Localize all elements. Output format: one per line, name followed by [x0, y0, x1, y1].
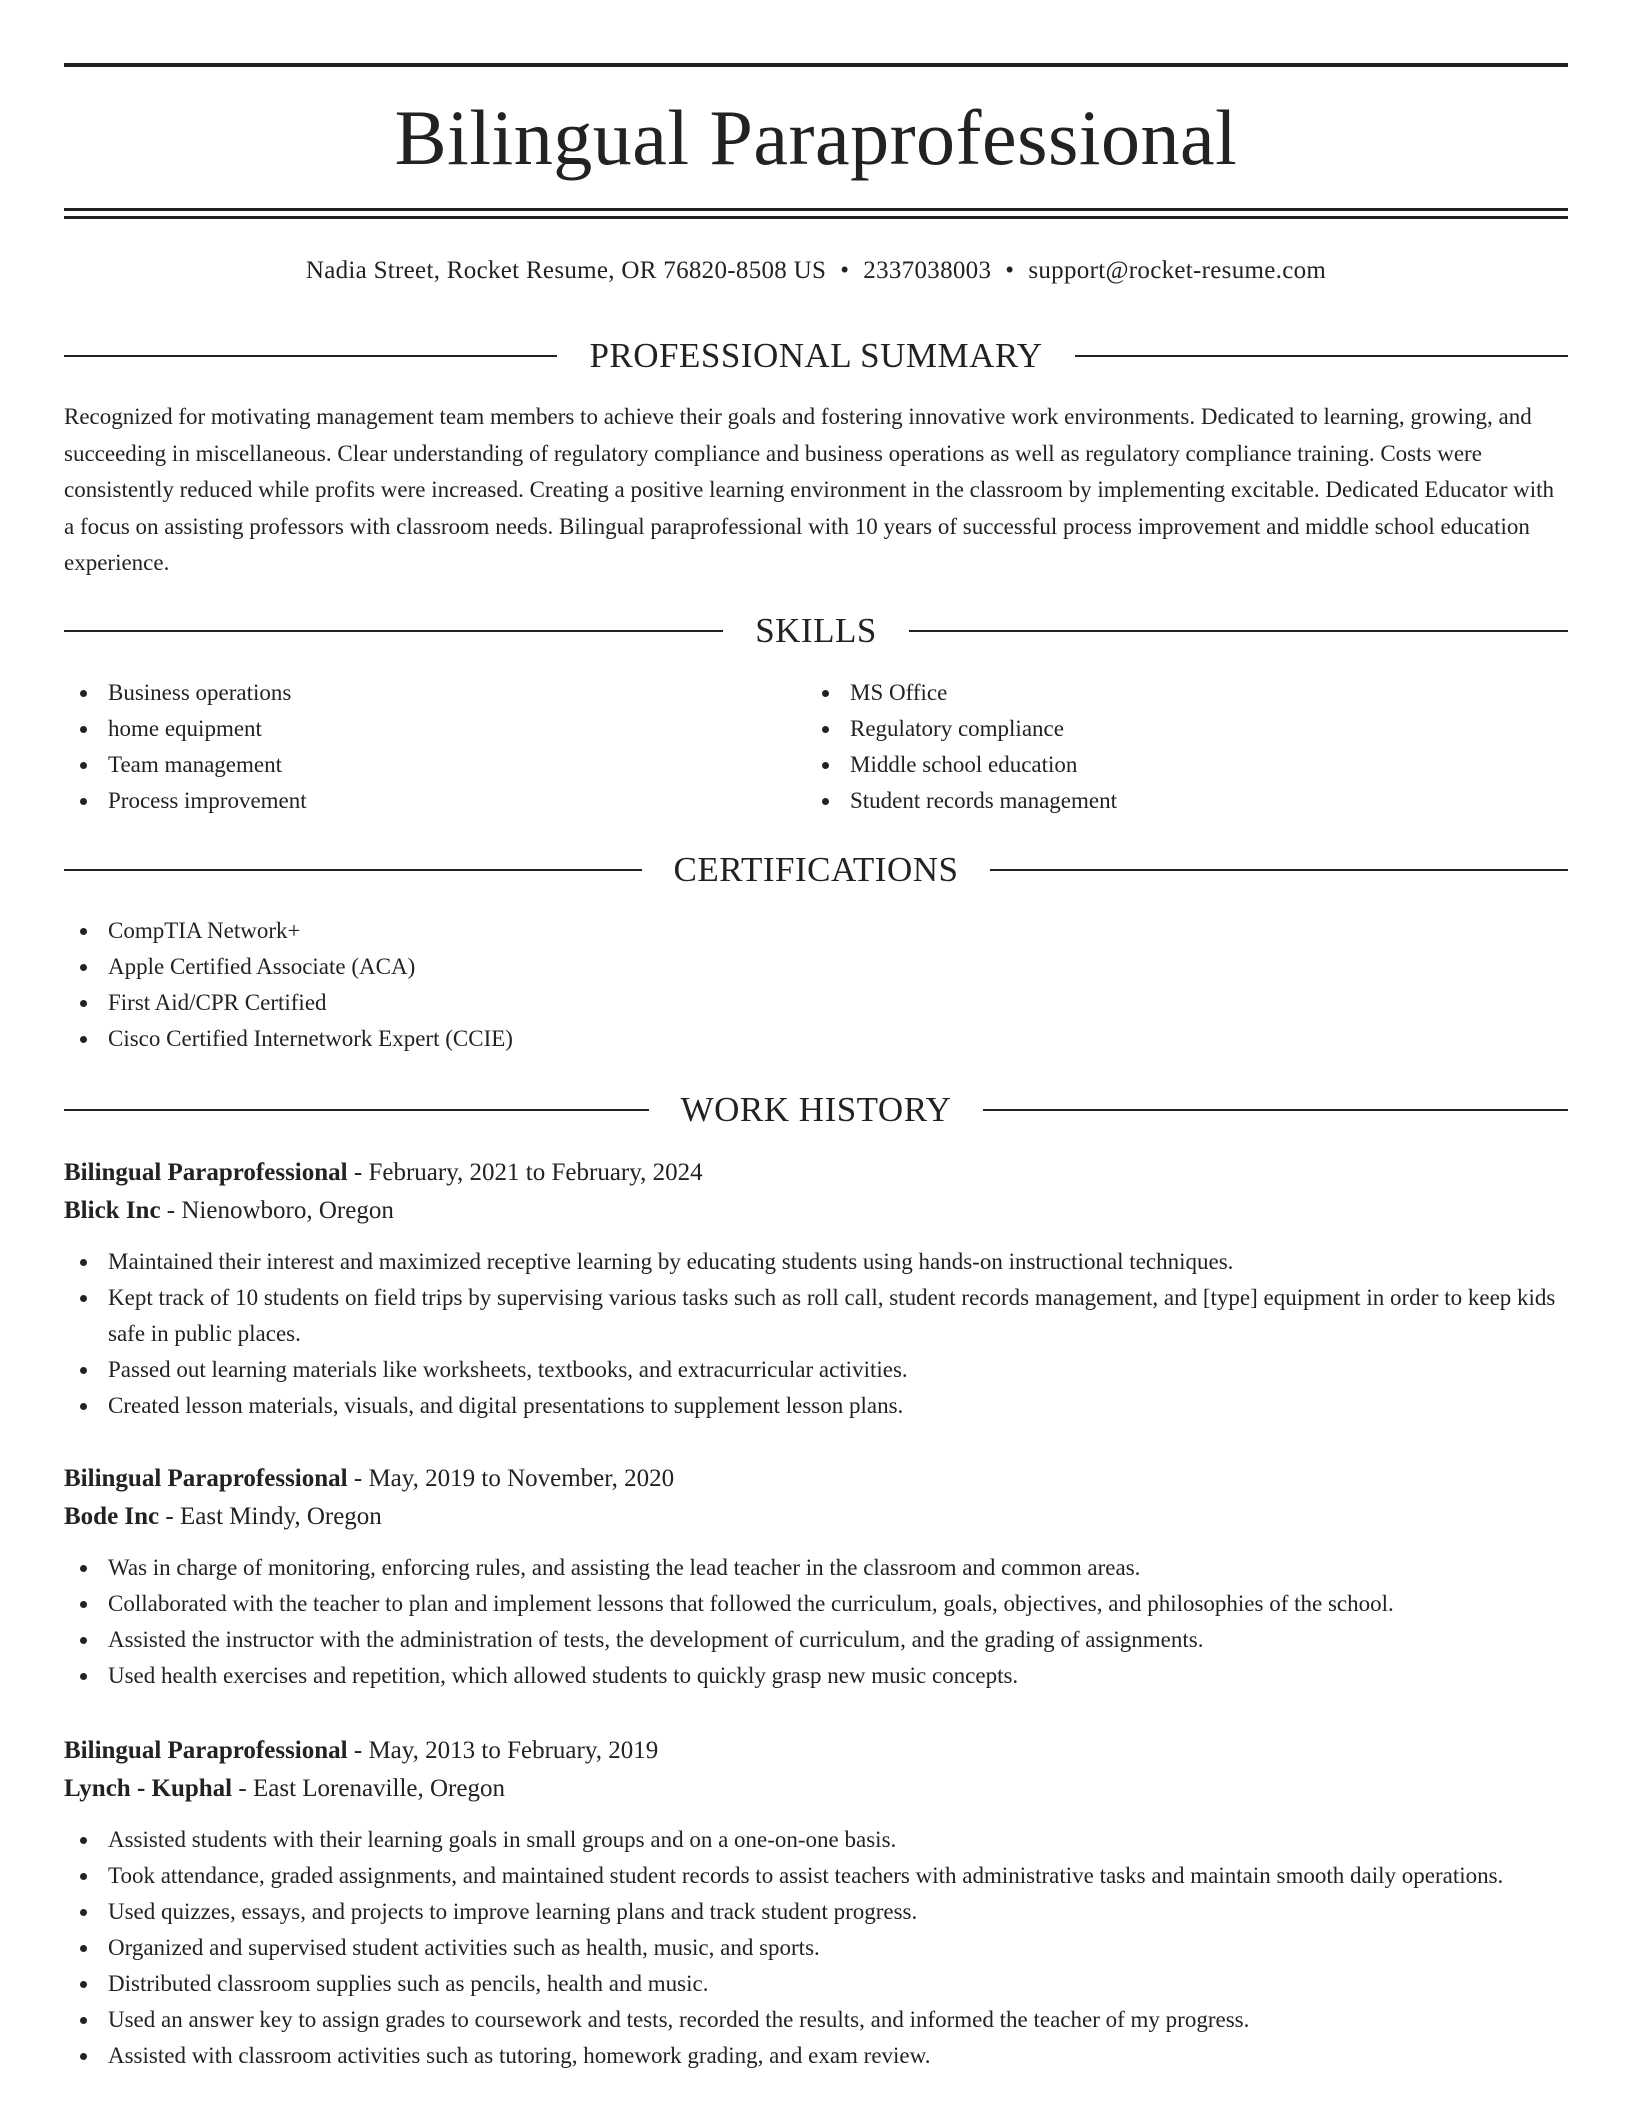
work-section-heading	[64, 1088, 1568, 1132]
heading-rule-right	[1075, 355, 1568, 357]
certifications-section-heading	[64, 848, 1568, 892]
top-rule	[64, 63, 1568, 67]
job-location: East Lorenaville, Oregon	[252, 1775, 505, 1802]
skill-item: Regulatory compliance	[806, 711, 1506, 747]
contact-email: support@rocket-resume.com	[1028, 257, 1327, 284]
job-dates: February, 2021 to February, 2024	[368, 1159, 703, 1186]
certification-item: CompTIA Network+	[64, 913, 1568, 949]
title-rule-lower	[64, 216, 1568, 219]
job-bullet: Passed out learning materials like worksheets, textbooks, and extracurricular activities.	[64, 1352, 1568, 1388]
job-company: Blick Inc	[64, 1197, 161, 1224]
job-company-line	[64, 1192, 1568, 1230]
certification-item: First Aid/CPR Certified	[64, 985, 1568, 1021]
job-dates: May, 2019 to November, 2020	[368, 1465, 675, 1492]
job-entry	[64, 1732, 1568, 2074]
job-title-line	[64, 1154, 1568, 1192]
summary-section-heading	[64, 334, 1568, 378]
job-bullet: Took attendance, graded assignments, and maintained student records to assist teachers with administrative tasks and maintain smooth daily operations.	[64, 1858, 1568, 1894]
job-bullet: Used quizzes, essays, and projects to improve learning plans and track student progress.	[64, 1894, 1568, 1930]
job-bullet: Assisted the instructor with the administration of tests, the development of curriculum, and the grading of assignments.	[64, 1622, 1568, 1658]
job-title: Bilingual Paraprofessional	[64, 1159, 348, 1186]
certification-item: Apple Certified Associate (ACA)	[64, 949, 1568, 985]
job-dash: -	[238, 1775, 247, 1802]
skill-item: Student records management	[806, 783, 1506, 819]
job-dash: -	[353, 1737, 363, 1764]
job-title: Bilingual Paraprofessional	[64, 1737, 348, 1764]
job-company: Bode Inc	[64, 1503, 160, 1530]
job-title-line	[64, 1460, 1568, 1498]
job-company: Lynch - Kuphal	[64, 1775, 233, 1802]
heading-rule-left	[64, 869, 642, 871]
contact-separator: •	[840, 257, 850, 284]
job-bullet: Used an answer key to assign grades to coursework and tests, recorded the results, and informed the teacher of my progress.	[64, 2002, 1568, 2038]
skills-list-right	[806, 675, 1506, 819]
summary-heading: PROFESSIONAL SUMMARY	[589, 336, 1043, 375]
heading-rule-left	[64, 1109, 649, 1111]
contact-phone: 2337038003	[863, 257, 992, 284]
heading-rule-left	[64, 355, 557, 357]
heading-rule-left	[64, 630, 723, 632]
job-entry	[64, 1460, 1568, 1694]
skills-list-left	[64, 675, 764, 819]
job-company-line	[64, 1770, 1568, 1808]
work-heading: WORK HISTORY	[680, 1090, 952, 1129]
skill-item: Business operations	[64, 675, 764, 711]
job-bullet: Created lesson materials, visuals, and digital presentations to supplement lesson plans.	[64, 1388, 1568, 1424]
job-dash: -	[353, 1159, 363, 1186]
job-location: Nienowboro, Oregon	[181, 1197, 394, 1224]
skill-item: Middle school education	[806, 747, 1506, 783]
job-bullet: Used health exercises and repetition, which allowed students to quickly grasp new music concepts.	[64, 1658, 1568, 1694]
skill-item: MS Office	[806, 675, 1506, 711]
job-title-line	[64, 1732, 1568, 1770]
job-bullet: Was in charge of monitoring, enforcing rules, and assisting the lead teacher in the classroom and common areas.	[64, 1550, 1568, 1586]
job-bullets	[64, 1822, 1568, 2074]
job-bullet: Distributed classroom supplies such as pencils, health and music.	[64, 1966, 1568, 2002]
job-bullets	[64, 1244, 1568, 1424]
heading-rule-right	[990, 869, 1568, 871]
job-dash: -	[165, 1503, 174, 1530]
contact-line	[64, 254, 1568, 288]
title-rule-upper	[64, 208, 1568, 211]
contact-separator: •	[1005, 257, 1015, 284]
certifications-heading: CERTIFICATIONS	[673, 850, 959, 889]
job-dash: -	[166, 1197, 176, 1224]
heading-rule-right	[909, 630, 1568, 632]
certifications-list	[64, 913, 1568, 1057]
certification-item: Cisco Certified Internetwork Expert (CCIE)	[64, 1021, 1568, 1057]
job-bullet: Assisted students with their learning goals in small groups and on a one-on-one basis.	[64, 1822, 1568, 1858]
skills-heading: SKILLS	[755, 611, 877, 650]
job-dash: -	[353, 1465, 363, 1492]
summary-text: Recognized for motivating management team members to achieve their goals and fostering innovative work environments. Dedicated to learning, growing, and succeeding in miscellaneous. Clear understanding of regulatory compliance and business operations as well as regulatory compliance training. Costs were consistently reduced while profits were increased. Creating a positive learning environment in the classroom by implementing excitable. Dedicated Educator with a focus on assisting professors with classroom needs. Bilingual paraprofessional with 10 years of successful process improvement and middle school education experience.	[64, 404, 1555, 575]
job-entry	[64, 1154, 1568, 1424]
skills-section-heading	[64, 609, 1568, 653]
job-bullet: Maintained their interest and maximized receptive learning by educating students using hands-on instructional techniques.	[64, 1244, 1568, 1280]
skill-item: home equipment	[64, 711, 764, 747]
job-company-line	[64, 1498, 1568, 1536]
job-bullets	[64, 1550, 1568, 1694]
heading-rule-right	[983, 1109, 1568, 1111]
job-bullet: Collaborated with the teacher to plan and implement lessons that followed the curriculum, goals, objectives, and philosophies of the school.	[64, 1586, 1568, 1622]
job-bullet: Kept track of 10 students on field trips by supervising various tasks such as roll call, student records management, and [type] equipment in order to keep kids safe in public places.	[64, 1280, 1568, 1352]
skill-item: Team management	[64, 747, 764, 783]
job-bullet: Assisted with classroom activities such as tutoring, homework grading, and exam review.	[64, 2038, 1568, 2074]
job-location: East Mindy, Oregon	[179, 1503, 382, 1530]
job-dates: May, 2013 to February, 2019	[368, 1737, 659, 1764]
job-title: Bilingual Paraprofessional	[64, 1465, 348, 1492]
skill-item: Process improvement	[64, 783, 764, 819]
contact-address: Nadia Street, Rocket Resume, OR 76820-8508 US	[305, 257, 827, 284]
job-bullet: Organized and supervised student activities such as health, music, and sports.	[64, 1930, 1568, 1966]
resume-title: Bilingual Paraprofessional	[394, 94, 1238, 181]
